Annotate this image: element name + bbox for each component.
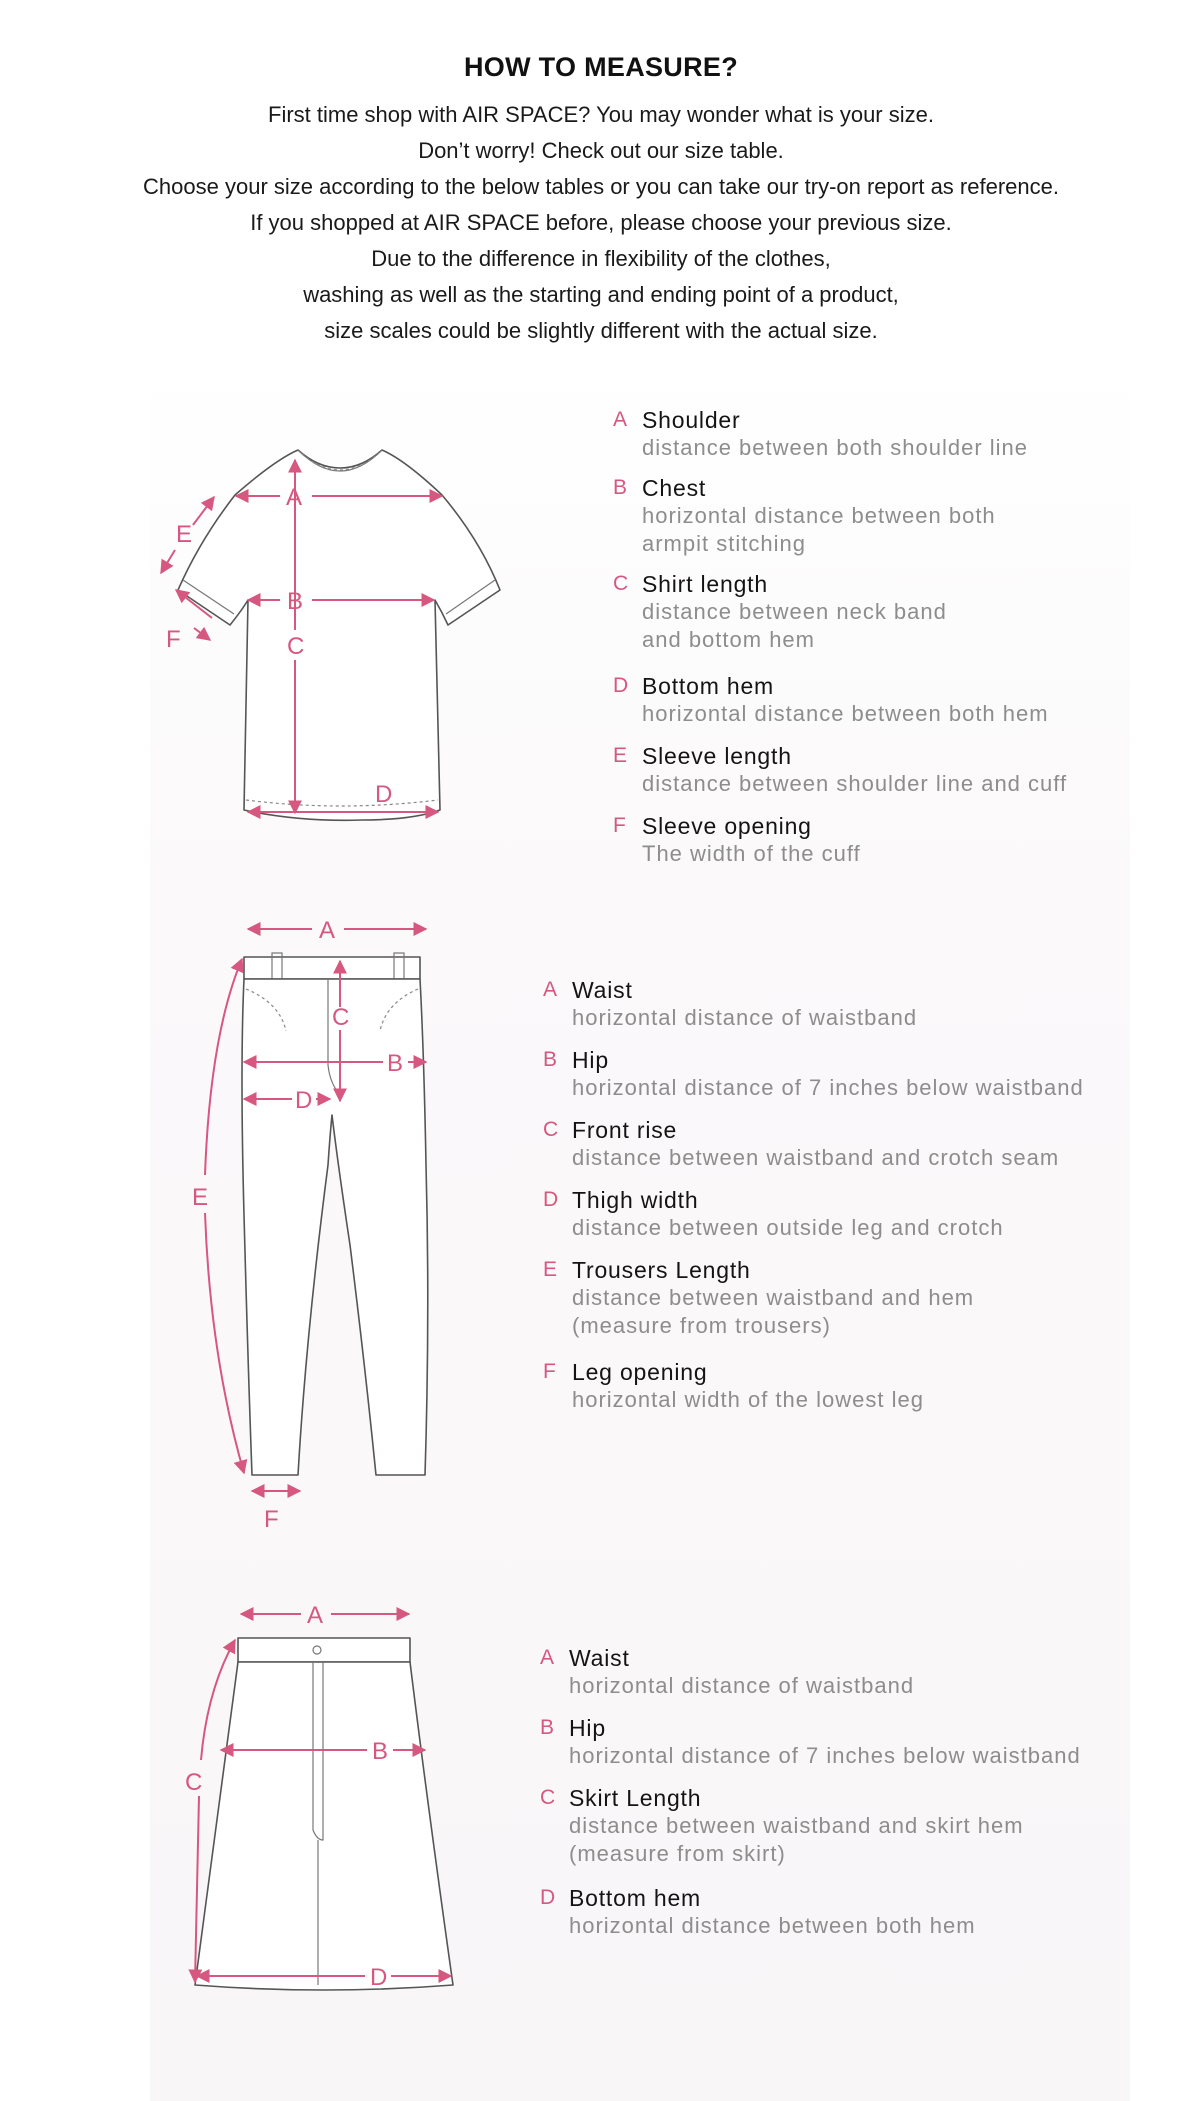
measure-label-a: A xyxy=(307,1602,324,1629)
measure-label-c: C xyxy=(185,1769,203,1796)
legend-label: Waist xyxy=(572,977,633,1003)
legend-desc: distance between outside leg and crotch xyxy=(572,1215,1004,1240)
intro-line: size scales could be slightly different with the actual size. xyxy=(324,318,878,343)
skirt-waistband xyxy=(238,1638,410,1662)
legend-desc: The width of the cuff xyxy=(642,841,861,866)
legend-label: Chest xyxy=(642,475,707,501)
legend-desc: horizontal width of the lowest leg xyxy=(572,1387,924,1412)
measure-line-f xyxy=(194,628,210,640)
legend-letter: A xyxy=(543,978,558,1001)
measure-label-c: C xyxy=(332,1004,350,1031)
legend-label: Sleeve opening xyxy=(642,813,812,839)
intro-line: First time shop with AIR SPACE? You may wonder what is your size. xyxy=(268,102,934,127)
legend-desc: distance between waistband and skirt hem xyxy=(569,1813,1024,1838)
legend-desc: (measure from skirt) xyxy=(569,1841,786,1866)
legend-label: Waist xyxy=(569,1645,630,1671)
legend-desc: distance between both shoulder line xyxy=(642,435,1029,460)
legend-label: Leg opening xyxy=(572,1359,708,1385)
skirt-legend xyxy=(540,1644,1160,1940)
measure-label-c: C xyxy=(287,633,305,660)
legend-item xyxy=(613,672,1173,728)
legend-label: Front rise xyxy=(572,1117,678,1143)
measure-label-d: D xyxy=(370,1964,388,1991)
measure-label-f: F xyxy=(264,1506,279,1533)
legend-desc: distance between shoulder line and cuff xyxy=(642,771,1068,796)
measure-line-e xyxy=(193,497,214,525)
legend-desc: distance between waistband and crotch seam xyxy=(572,1145,1060,1170)
measure-label-a: A xyxy=(286,484,303,511)
legend-item xyxy=(540,1784,1160,1868)
legend-item xyxy=(543,1186,1163,1242)
skirt-diagram xyxy=(165,1600,465,2000)
legend-item xyxy=(613,406,1173,462)
legend-desc: distance between neck band xyxy=(642,599,947,624)
legend-item xyxy=(540,1644,1160,1700)
measure-label-b: B xyxy=(287,588,304,615)
legend-letter: F xyxy=(543,1360,556,1383)
legend-desc: horizontal distance of waistband xyxy=(569,1673,915,1698)
legend-letter: C xyxy=(613,572,629,595)
skirt-outline xyxy=(195,1662,453,1990)
measure-label-b: B xyxy=(372,1738,389,1765)
legend-desc: horizontal distance between both xyxy=(642,503,996,528)
legend-desc: distance between waistband and hem xyxy=(572,1285,975,1310)
measure-label-f: F xyxy=(166,626,181,653)
legend-item xyxy=(543,1358,1163,1414)
measure-label-e: E xyxy=(176,521,193,548)
legend-label: Hip xyxy=(569,1715,606,1741)
legend-item xyxy=(613,474,1173,558)
legend-desc: horizontal distance of waistband xyxy=(572,1005,918,1030)
legend-item xyxy=(613,570,1173,654)
legend-desc: horizontal distance between both hem xyxy=(569,1913,976,1938)
intro-line: Due to the difference in flexibility of the clothes, xyxy=(371,246,831,271)
measure-line-e xyxy=(205,1213,244,1473)
legend-letter: C xyxy=(543,1118,559,1141)
legend-desc: and bottom hem xyxy=(642,627,815,652)
legend-letter: D xyxy=(613,674,629,697)
legend-label: Shirt length xyxy=(642,571,768,597)
intro-line: Don’t worry! Check out our size table. xyxy=(418,138,784,163)
legend-letter: D xyxy=(543,1188,559,1211)
legend-item xyxy=(543,1046,1163,1102)
legend-label: Bottom hem xyxy=(569,1885,701,1911)
legend-label: Hip xyxy=(572,1047,609,1073)
legend-letter: E xyxy=(543,1258,558,1281)
legend-item xyxy=(613,812,1173,868)
shirt-outline xyxy=(178,450,500,820)
shirt-legend xyxy=(613,406,1173,868)
legend-desc: horizontal distance between both hem xyxy=(642,701,1049,726)
trousers-diagram xyxy=(180,915,470,1535)
legend-letter: B xyxy=(543,1048,558,1071)
measure-label-d: D xyxy=(375,781,393,808)
legend-letter: B xyxy=(540,1716,555,1739)
legend-label: Skirt Length xyxy=(569,1785,702,1811)
measure-label-a: A xyxy=(319,917,336,944)
legend-label: Bottom hem xyxy=(642,673,774,699)
legend-item xyxy=(540,1714,1160,1770)
legend-label: Thigh width xyxy=(572,1187,699,1213)
legend-desc: armpit stitching xyxy=(642,531,806,556)
legend-item xyxy=(613,742,1173,798)
intro-line: washing as well as the starting and ending point of a product, xyxy=(303,282,899,307)
legend-label: Shoulder xyxy=(642,407,741,433)
legend-letter: A xyxy=(613,408,628,431)
measure-label-d: D xyxy=(295,1087,313,1114)
legend-label: Trousers Length xyxy=(572,1257,751,1283)
shirt-diagram xyxy=(150,430,510,840)
legend-item xyxy=(543,976,1163,1032)
legend-item xyxy=(543,1116,1163,1172)
legend-letter: D xyxy=(540,1886,556,1909)
measure-label-e: E xyxy=(192,1184,209,1211)
legend-desc: horizontal distance of 7 inches below waistband xyxy=(569,1743,1081,1768)
legend-letter: B xyxy=(613,476,628,499)
legend-desc: (measure from trousers) xyxy=(572,1313,831,1338)
legend-item xyxy=(540,1884,1160,1940)
legend-letter: A xyxy=(540,1646,555,1669)
legend-desc: horizontal distance of 7 inches below waistband xyxy=(572,1075,1084,1100)
legend-label: Sleeve length xyxy=(642,743,792,769)
legend-item xyxy=(543,1256,1163,1340)
measure-label-b: B xyxy=(387,1050,404,1077)
intro-text xyxy=(0,97,1202,349)
intro-line: Choose your size according to the below tables or you can take our try-on report as reference. xyxy=(143,174,1059,199)
measure-line-e xyxy=(161,550,175,573)
header xyxy=(0,52,1202,349)
legend-letter: F xyxy=(613,814,626,837)
intro-line: If you shopped at AIR SPACE before, please choose your previous size. xyxy=(250,210,952,235)
page-title: HOW TO MEASURE? xyxy=(464,52,738,82)
legend-letter: E xyxy=(613,744,628,767)
legend-letter: C xyxy=(540,1786,556,1809)
trousers-legend xyxy=(543,976,1163,1414)
measure-line-e xyxy=(205,959,242,1175)
